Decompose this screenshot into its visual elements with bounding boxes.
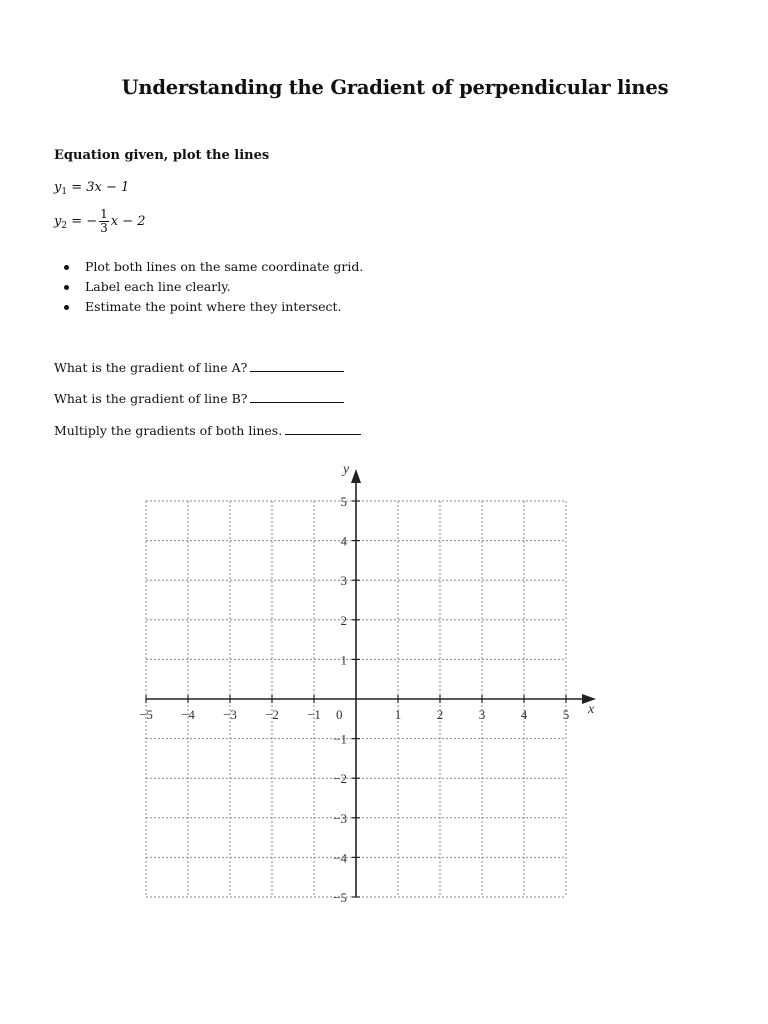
equation-y2-lhs: y xyxy=(54,214,62,229)
answer-blank-gradient-b[interactable] xyxy=(250,392,344,403)
x-tick-label: −3 xyxy=(223,707,237,722)
instruction-item: Label each line clearly. xyxy=(64,278,363,298)
equation-y2-denominator: 3 xyxy=(100,221,108,235)
question-gradient-b xyxy=(54,391,344,406)
instruction-item: Plot both lines on the same coordinate grid. xyxy=(64,258,363,278)
equation-y2-fraction xyxy=(99,208,109,235)
y-axis-label: y xyxy=(343,462,350,477)
y-axis-arrow xyxy=(351,469,361,483)
axes xyxy=(146,469,596,897)
x-axis-label: x xyxy=(588,702,595,717)
y-tick-label: −3 xyxy=(333,810,347,826)
equation-y1-subscript: 1 xyxy=(61,187,68,197)
x-tick-label: 3 xyxy=(478,707,486,722)
x-tick-label: −5 xyxy=(139,707,153,722)
answer-blank-product[interactable] xyxy=(285,424,361,435)
equation-y2-tail: x − 2 xyxy=(110,214,146,229)
coordinate-grid[interactable] xyxy=(0,455,768,915)
x-tick-label: −4 xyxy=(181,707,195,722)
equation-y2 xyxy=(54,208,146,235)
answer-blank-gradient-a[interactable] xyxy=(250,361,344,372)
y-tick-label: 2 xyxy=(340,612,347,628)
equation-y2-subscript: 2 xyxy=(61,221,68,231)
y-tick-label: −1 xyxy=(333,731,347,747)
y-tick-label: −4 xyxy=(333,850,347,866)
y-tick-label: −2 xyxy=(333,771,347,787)
x-tick-label: 5 xyxy=(562,707,570,722)
question-multiply-gradients-text: Multiply the gradients of both lines. xyxy=(54,423,283,438)
question-multiply-gradients xyxy=(54,423,361,438)
equation-y2-sign: = − xyxy=(71,214,98,229)
x-tick-label: −2 xyxy=(265,707,279,722)
section-heading: Equation given, plot the lines xyxy=(54,148,270,163)
page-title: Understanding the Gradient of perpendicular lines xyxy=(121,76,669,99)
equation-y1-lhs: y xyxy=(54,180,62,195)
x-tick-label: −1 xyxy=(307,707,321,722)
equation-y1-rhs: = 3x − 1 xyxy=(71,180,130,195)
equation-y1 xyxy=(54,180,129,197)
y-tick-label: 5 xyxy=(340,494,347,509)
question-gradient-a-text: What is the gradient of line A? xyxy=(54,360,248,375)
x-tick-label: 1 xyxy=(394,707,402,722)
y-tick-label: −5 xyxy=(333,890,347,905)
instruction-item: Estimate the point where they intersect. xyxy=(64,298,363,318)
y-tick-label: 1 xyxy=(340,652,347,668)
question-gradient-a xyxy=(54,360,344,375)
x-tick-label: 2 xyxy=(436,707,444,722)
question-gradient-b-text: What is the gradient of line B? xyxy=(54,391,248,406)
y-tick-label: 3 xyxy=(340,573,347,589)
x-tick-label: 4 xyxy=(520,707,528,722)
y-tick-label: 4 xyxy=(340,533,347,549)
instruction-list xyxy=(64,258,363,318)
origin-label: 0 xyxy=(336,707,343,722)
equation-y2-numerator: 1 xyxy=(100,207,108,221)
